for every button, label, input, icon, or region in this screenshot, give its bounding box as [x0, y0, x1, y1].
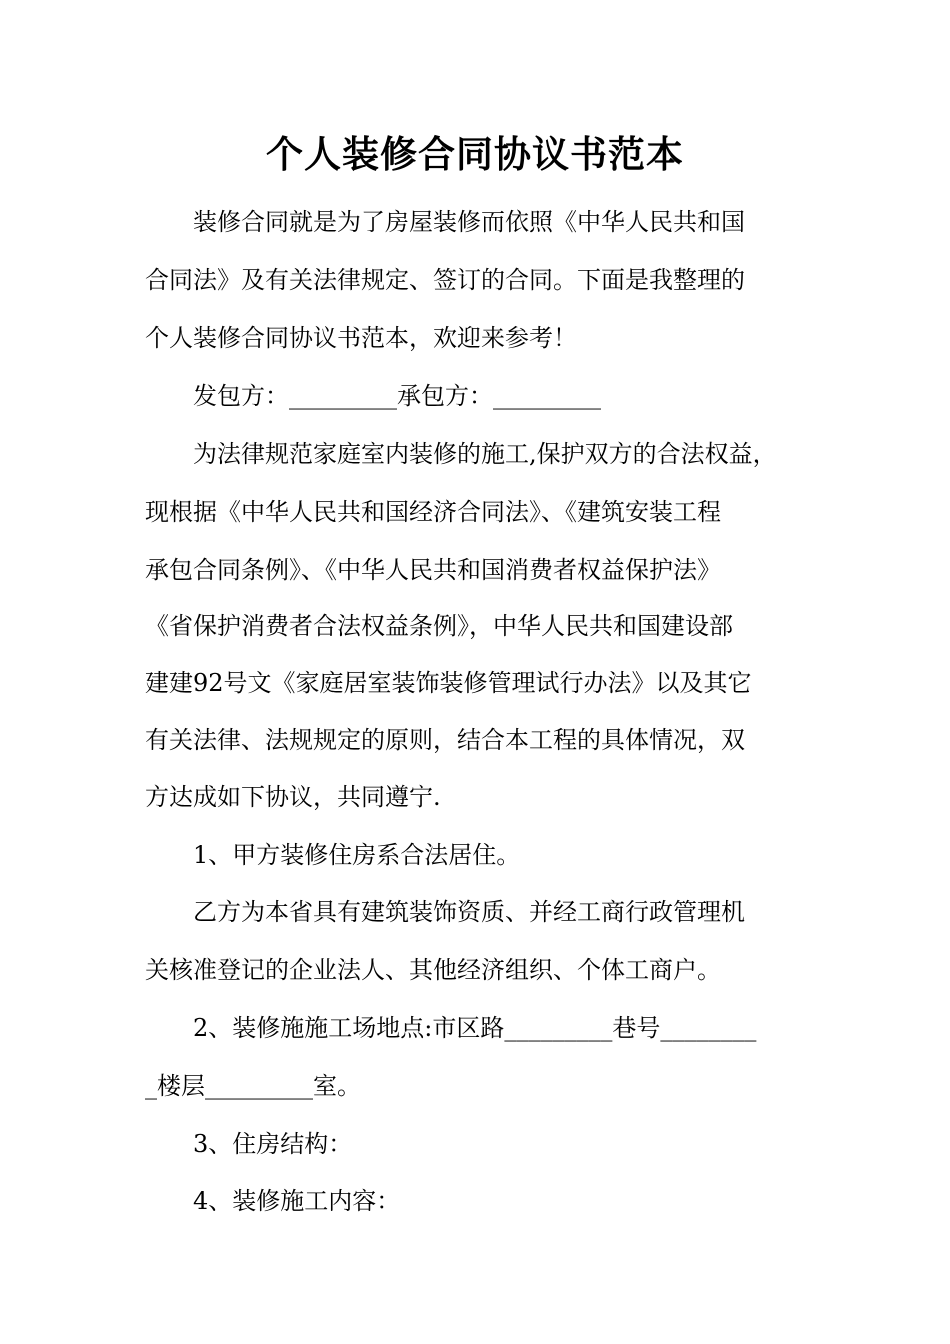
document-title: 个人装修合同协议书范本: [266, 132, 684, 176]
paragraph-line: 方达成如下协议，共同遵宁.: [145, 783, 441, 811]
paragraph-line: 《省保护消费者合法权益条例》，中华人民共和国建设部: [145, 612, 733, 640]
paragraph-line: 装修合同就是为了房屋装修而依照《中华人民共和国: [193, 208, 745, 236]
clause-3-line: 3、住房结构：: [193, 1130, 353, 1158]
clause-1-line: 1、甲方装修住房系合法居住。: [193, 841, 521, 869]
paragraph-line: 建建92号文《家庭居室装饰装修管理试行办法》以及其它: [145, 669, 752, 697]
paragraph-line: 合同法》及有关法律规定、签订的合同。下面是我整理的: [145, 266, 745, 294]
paragraph-line: 有关法律、法规规定的原则，结合本工程的具体情况，双: [145, 726, 745, 754]
paragraph-line: 为法律规范家庭室内装修的施工,保护双方的合法权益，: [193, 440, 777, 468]
clause-4-line: 4、装修施工内容：: [193, 1187, 401, 1215]
paragraph-line: 个人装修合同协议书范本，欢迎来参考！: [145, 324, 577, 352]
paragraph-line: 承包合同条例》、《中华人民共和国消费者权益保护法》: [145, 556, 721, 584]
clause-2-line: _楼层_________室。: [145, 1072, 361, 1100]
clause-2-line: 2、装修施施工场地点:市区路_________巷号________: [193, 1014, 757, 1042]
paragraph-line: 乙方为本省具有建筑装饰资质、并经工商行政管理机: [193, 898, 745, 926]
parties-line: 发包方：_________承包方：_________: [193, 382, 601, 410]
paragraph-line: 现根据《中华人民共和国经济合同法》、《建筑安装工程: [145, 498, 721, 526]
paragraph-line: 关核准登记的企业法人、其他经济组织、个体工商户。: [145, 956, 721, 984]
